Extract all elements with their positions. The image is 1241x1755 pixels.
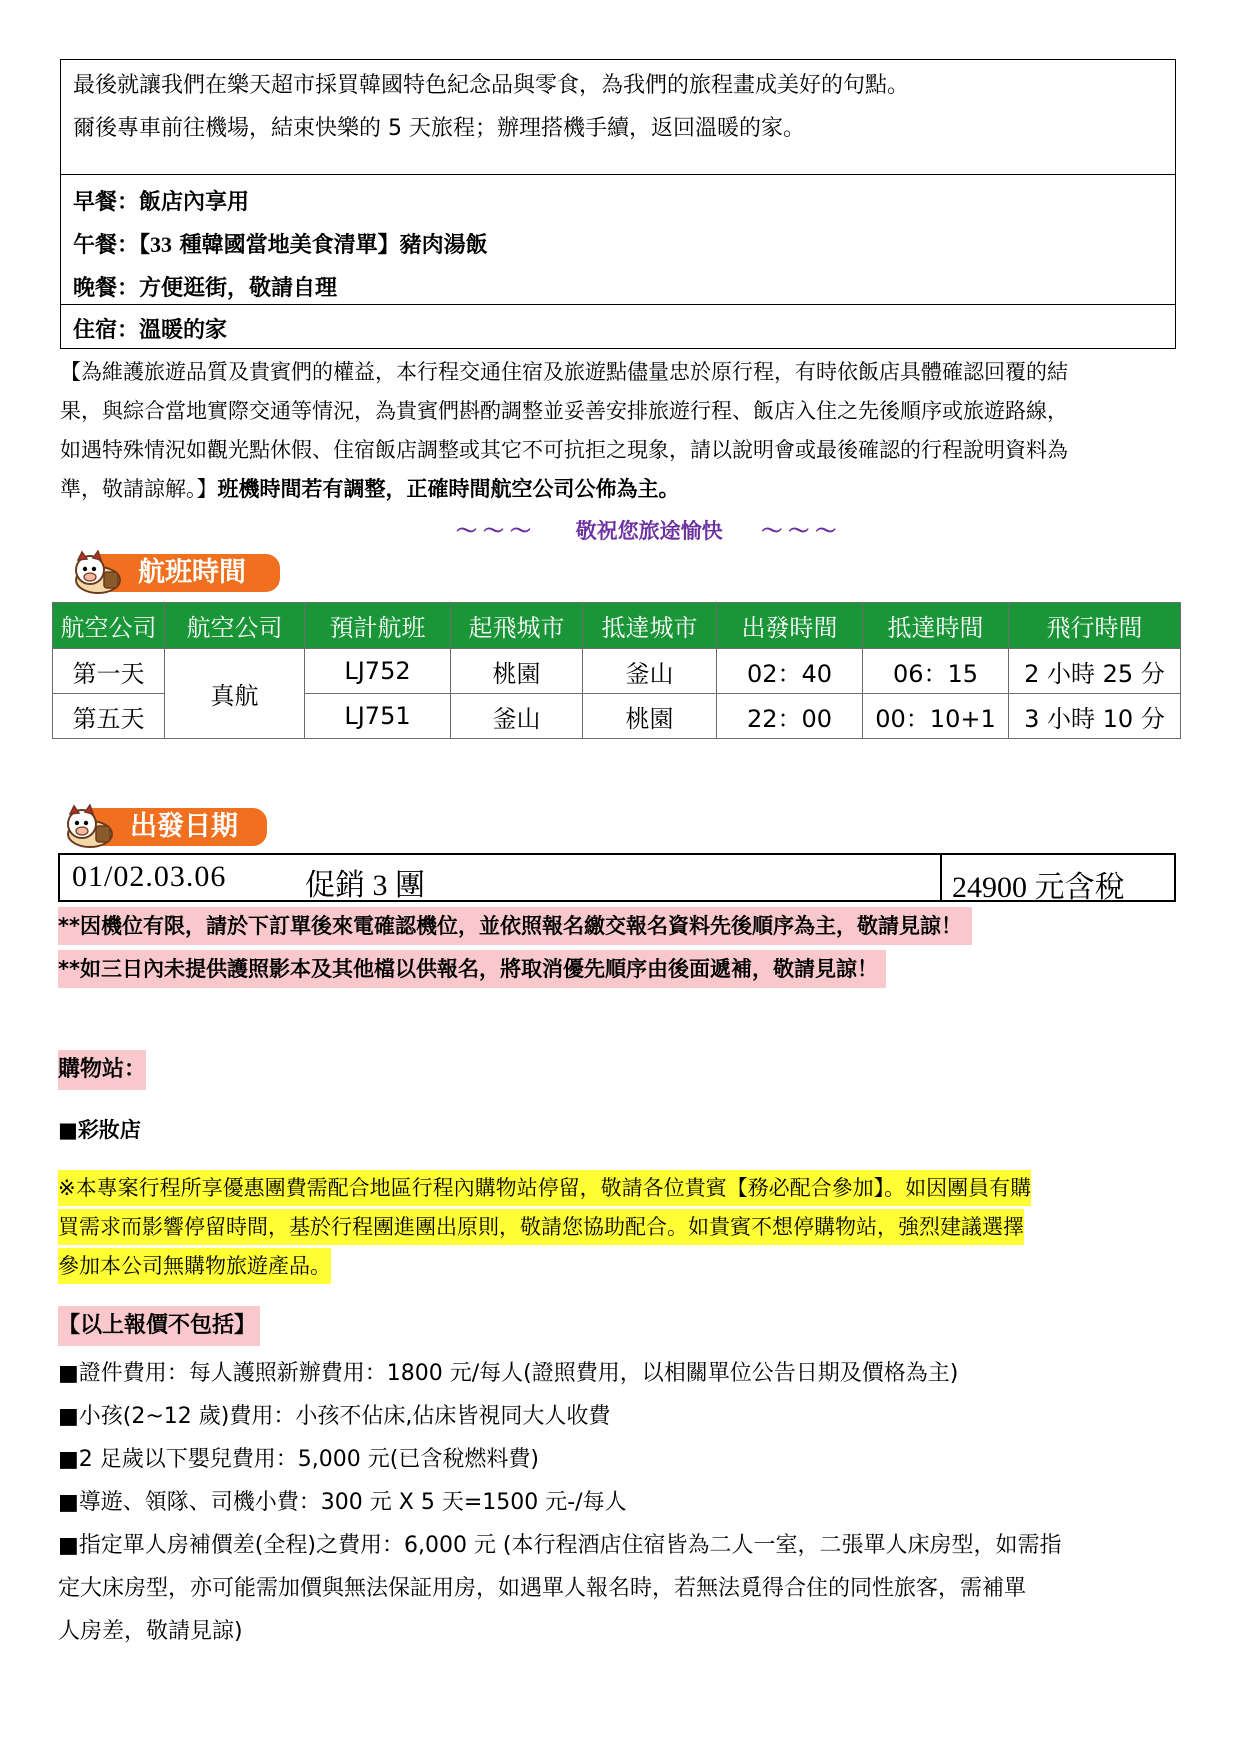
exclusion-item: ■證件費用：每人護照新辦費用：1800 元/每人(證照費用，以相關單位公告日期及價格為主) (58, 1361, 959, 1386)
flight-section-title: 航班時間 (100, 554, 280, 592)
arrival-city-cell: 桃園 (583, 694, 717, 739)
header-cell: 出發時間 (717, 603, 863, 649)
day-cell: 第五天 (53, 694, 165, 739)
greeting-tilde-right: ～～～ (761, 519, 843, 543)
shopping-note-3: 參加本公司無購物旅遊產品。 (58, 1248, 331, 1284)
flight-section-banner (60, 550, 280, 594)
exclusion-item: ■2 足歲以下嬰兒費用：5,000 元(已含稅燃料費) (58, 1447, 539, 1472)
notice-line-4 (60, 473, 680, 503)
table-row (53, 649, 1181, 694)
lunch-prefix: 午餐：【 (73, 233, 151, 258)
single-room-line-3: 人房差，敬請見諒) (58, 1619, 243, 1644)
arrival-time-cell: 06：15 (863, 649, 1009, 694)
airline-cell: 真航 (165, 649, 305, 739)
horse-mascot-icon (52, 804, 114, 848)
breakfast-info: 早餐：飯店內享用 (73, 190, 250, 215)
single-room-line-1: ■指定單人房補價差(全程)之費用：6,000 元 (本行程酒店住宿皆為二人一室，二張單人床房型，如需指 (58, 1533, 1062, 1558)
departure-dates: 01/02.03.06 (72, 860, 227, 893)
header-cell: 飛行時間 (1009, 603, 1181, 649)
lodging-info: 住宿：溫暖的家 (73, 318, 228, 343)
notice-line-1: 【為維護旅遊品質及貴賓們的權益，本行程交通住宿及旅遊點儘量忠於原行程，有時依飯店具體確認回覆的結 (60, 360, 1068, 384)
shopping-note-2: 買需求而影響停留時間，基於行程團進團出原則，敬請您協助配合。如貴賓不想停購物站，強烈建議選擇 (58, 1209, 1024, 1245)
exclusion-item: ■導遊、領隊、司機小費：300 元 X 5 天=1500 元-/每人 (58, 1490, 627, 1515)
duration-cell: 3 小時 10 分 (1009, 694, 1181, 739)
single-room-line-2: 定大床房型，亦可能需加價與無法保証用房，如遇單人報名時，若無法覓得合住的同性旅客，需補單 (58, 1576, 1027, 1601)
notice-bold-text: 班機時間若有調整，正確時間航空公司公佈為主。 (217, 477, 680, 501)
shopping-store: ■彩妝店 (58, 1118, 141, 1142)
header-cell: 抵達時間 (863, 603, 1009, 649)
duration-cell: 2 小時 25 分 (1009, 649, 1181, 694)
greeting-text: 敬祝您旅途愉快 (575, 519, 723, 543)
lunch-info (73, 228, 488, 259)
exclusion-item: ■小孩(2~12 歲)費用：小孩不佔床,佔床皆視同大人收費 (58, 1404, 611, 1429)
greeting-tilde-left: ～～～ (456, 519, 537, 543)
dinner-info: 晚餐：方便逛街，敬請自理 (73, 276, 338, 301)
header-cell: 起飛城市 (451, 603, 583, 649)
itinerary-end-box (60, 59, 1176, 175)
header-cell: 航空公司 (165, 603, 305, 649)
flight-table-header (53, 603, 1181, 649)
price-label: 24900 元含稅 (952, 871, 1125, 904)
lunch-suffix: 種韓國當地美食清單】豬肉湯飯 (172, 233, 488, 258)
meals-box (60, 174, 1176, 305)
header-cell: 航空公司 (53, 603, 165, 649)
flight-number-cell: LJ751 (305, 694, 451, 739)
itinerary-line-2: 爾後專車前往機場，結束快樂的 5 天旅程；辦理搭機手續，返回溫暖的家。 (73, 116, 805, 141)
promo-label: 促銷 3 團 (305, 869, 425, 902)
arrival-city-cell: 釜山 (583, 649, 717, 694)
lunch-number: 33 (150, 232, 173, 257)
header-cell: 抵達城市 (583, 603, 717, 649)
booking-warning-2: **如三日內未提供護照影本及其他檔以供報名，將取消優先順序由後面遞補，敬請見諒！ (58, 950, 886, 988)
notice-line-2: 果，與綜合當地實際交通等情況，為貴賓們斟酌調整並妥善安排旅遊行程、飯店入住之先後順序或旅遊路線， (60, 399, 1068, 423)
exclusions-title: 【以上報價不包括】 (58, 1306, 260, 1346)
header-cell: 預計航班 (305, 603, 451, 649)
notice-line-3: 如遇特殊情況如觀光點休假、住宿飯店調整或其它不可抗拒之現象，請以說明會或最後確認的行程說明資料為 (60, 438, 1068, 462)
departure-time-cell: 22：00 (717, 694, 863, 739)
lodging-box (60, 304, 1176, 349)
departure-city-cell: 桃園 (451, 649, 583, 694)
departure-date-box (58, 853, 1176, 902)
horse-mascot-icon (60, 550, 122, 594)
departure-section-banner (52, 804, 272, 848)
departure-time-cell: 02：40 (717, 649, 863, 694)
flight-number-cell: LJ752 (305, 649, 451, 694)
shopping-note-1: ※本專案行程所享優惠團費需配合地區行程內購物站停留，敬請各位貴賓【務必配合參加】。如因團員有購 (58, 1170, 1031, 1206)
notice-normal-text: 準，敬請諒解。】 (60, 477, 218, 501)
itinerary-line-1: 最後就讓我們在樂天超市採買韓國特色紀念品與零食，為我們的旅程畫成美好的句點。 (73, 73, 910, 98)
departure-section-title: 出發日期 (92, 808, 267, 846)
departure-city-cell: 釜山 (451, 694, 583, 739)
shopping-title: 購物站： (58, 1050, 146, 1090)
arrival-time-cell: 00：10+1 (863, 694, 1009, 739)
booking-warning-1: **因機位有限，請於下訂單後來電確認機位，並依照報名繳交報名資料先後順序為主，敬請見諒！ (58, 907, 972, 945)
divider (940, 855, 942, 900)
flight-table (52, 602, 1181, 739)
day-cell: 第一天 (53, 649, 165, 694)
greeting (456, 515, 842, 545)
